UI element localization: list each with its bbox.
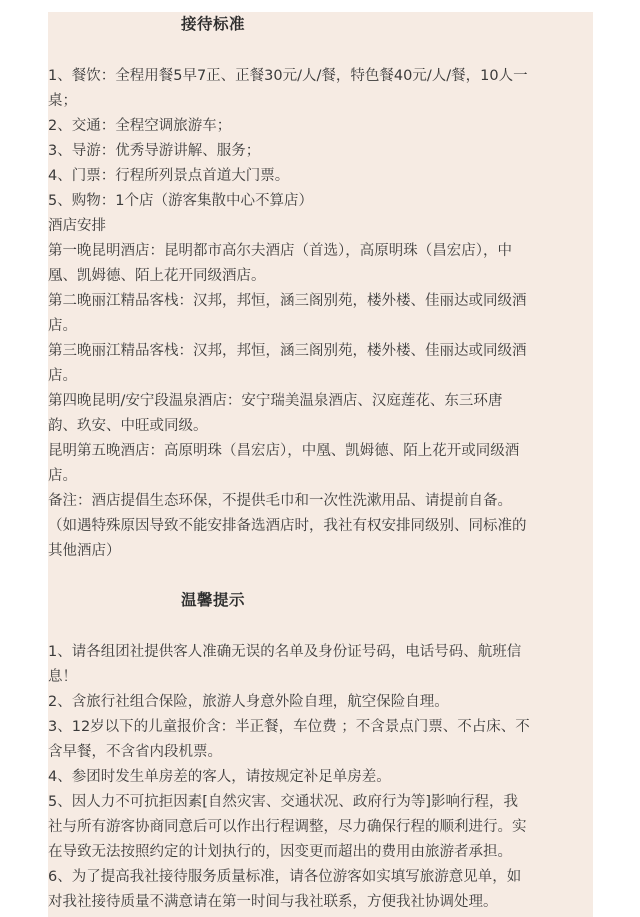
text-line: 备注：酒店提倡生态环保，不提供毛巾和一次性洗漱用品、请提前自备。 — [48, 493, 512, 509]
text-line: 第四晚昆明/安宁段温泉酒店：安宁瑞美温泉酒店、汉庭莲花、东三环唐 — [48, 393, 503, 409]
text-line: 其他酒店） — [48, 543, 121, 559]
text-line: 4、参团时发生单房差的客人，请按规定补足单房差。 — [48, 769, 391, 785]
text-line: 第二晚丽江精品客栈：汉邦，邦恒，涵三阁别苑，楼外楼、佳丽达或同级酒 — [48, 293, 527, 309]
text-line: 2、含旅行社组合保险，旅游人身意外险自理，航空保险自理。 — [48, 694, 449, 710]
text-line: 4、门票：行程所列景点首道大门票。 — [48, 168, 290, 184]
text-line: 昆明第五晚酒店：高原明珠（昌宏店），中凰、凯姆德、陌上花开或同级酒 — [48, 443, 520, 459]
text-line: 1、餐饮：全程用餐5早7正、正餐30元/人/餐，特色餐40元/人/餐，10人一 — [48, 68, 528, 84]
hotel-arrangement-label: 酒店安排 — [48, 218, 106, 234]
text-line: 韵、玖安、中旺或同级。 — [48, 418, 208, 434]
text-line: 含早餐，不含省内段机票。 — [48, 744, 222, 760]
text-line: 在导致无法按照约定的计划执行的，因变更而超出的费用由旅游者承担。 — [48, 844, 512, 860]
warm-tips-list — [48, 640, 593, 915]
text-line: 5、购物：1个店（游客集散中心不算店） — [48, 193, 313, 209]
text-line: 桌； — [48, 93, 77, 109]
text-line: 3、导游：优秀导游讲解、服务； — [48, 143, 261, 159]
text-line: （如遇特殊原因导致不能安排备选酒店时，我社有权安排同级别、同标准的 — [48, 518, 527, 534]
section-title-warm-tips: 温馨提示 — [181, 591, 246, 609]
text-line: 店。 — [48, 318, 77, 334]
reception-standard-list — [48, 64, 593, 564]
text-line: 店。 — [48, 368, 77, 384]
section-title-reception-standard: 接待标准 — [181, 15, 246, 33]
text-line: 社与所有游客协商同意后可以作出行程调整，尽力确保行程的顺利进行。实 — [48, 819, 527, 835]
text-line: 息！ — [48, 669, 77, 685]
text-line: 凰、凯姆德、陌上花开同级酒店。 — [48, 268, 266, 284]
text-line: 第一晚昆明酒店：昆明都市高尔夫酒店（首选），高原明珠（昌宏店），中 — [48, 243, 512, 259]
text-line: 6、为了提高我社接待服务质量标准，请各位游客如实填写旅游意见单，如 — [48, 869, 522, 885]
text-line: 2、交通：全程空调旅游车； — [48, 118, 232, 134]
text-line: 对我社接待质量不满意请在第一时间与我社联系，方便我社协调处理。 — [48, 894, 498, 910]
text-line: 1、请各组团社提供客人准确无误的名单及身份证号码，电话号码、航班信 — [48, 644, 522, 660]
text-line: 3、12岁以下的儿童报价含：半正餐，车位费 ；不含景点门票、不占床、不 — [48, 719, 530, 735]
text-line: 5、因人力不可抗拒因素[自然灾害、交通状况、政府行为等]影响行程，我 — [48, 794, 519, 810]
document-body — [48, 12, 593, 915]
text-line: 第三晚丽江精品客栈：汉邦，邦恒，涵三阁别苑，楼外楼、佳丽达或同级酒 — [48, 343, 527, 359]
text-line: 店。 — [48, 468, 77, 484]
